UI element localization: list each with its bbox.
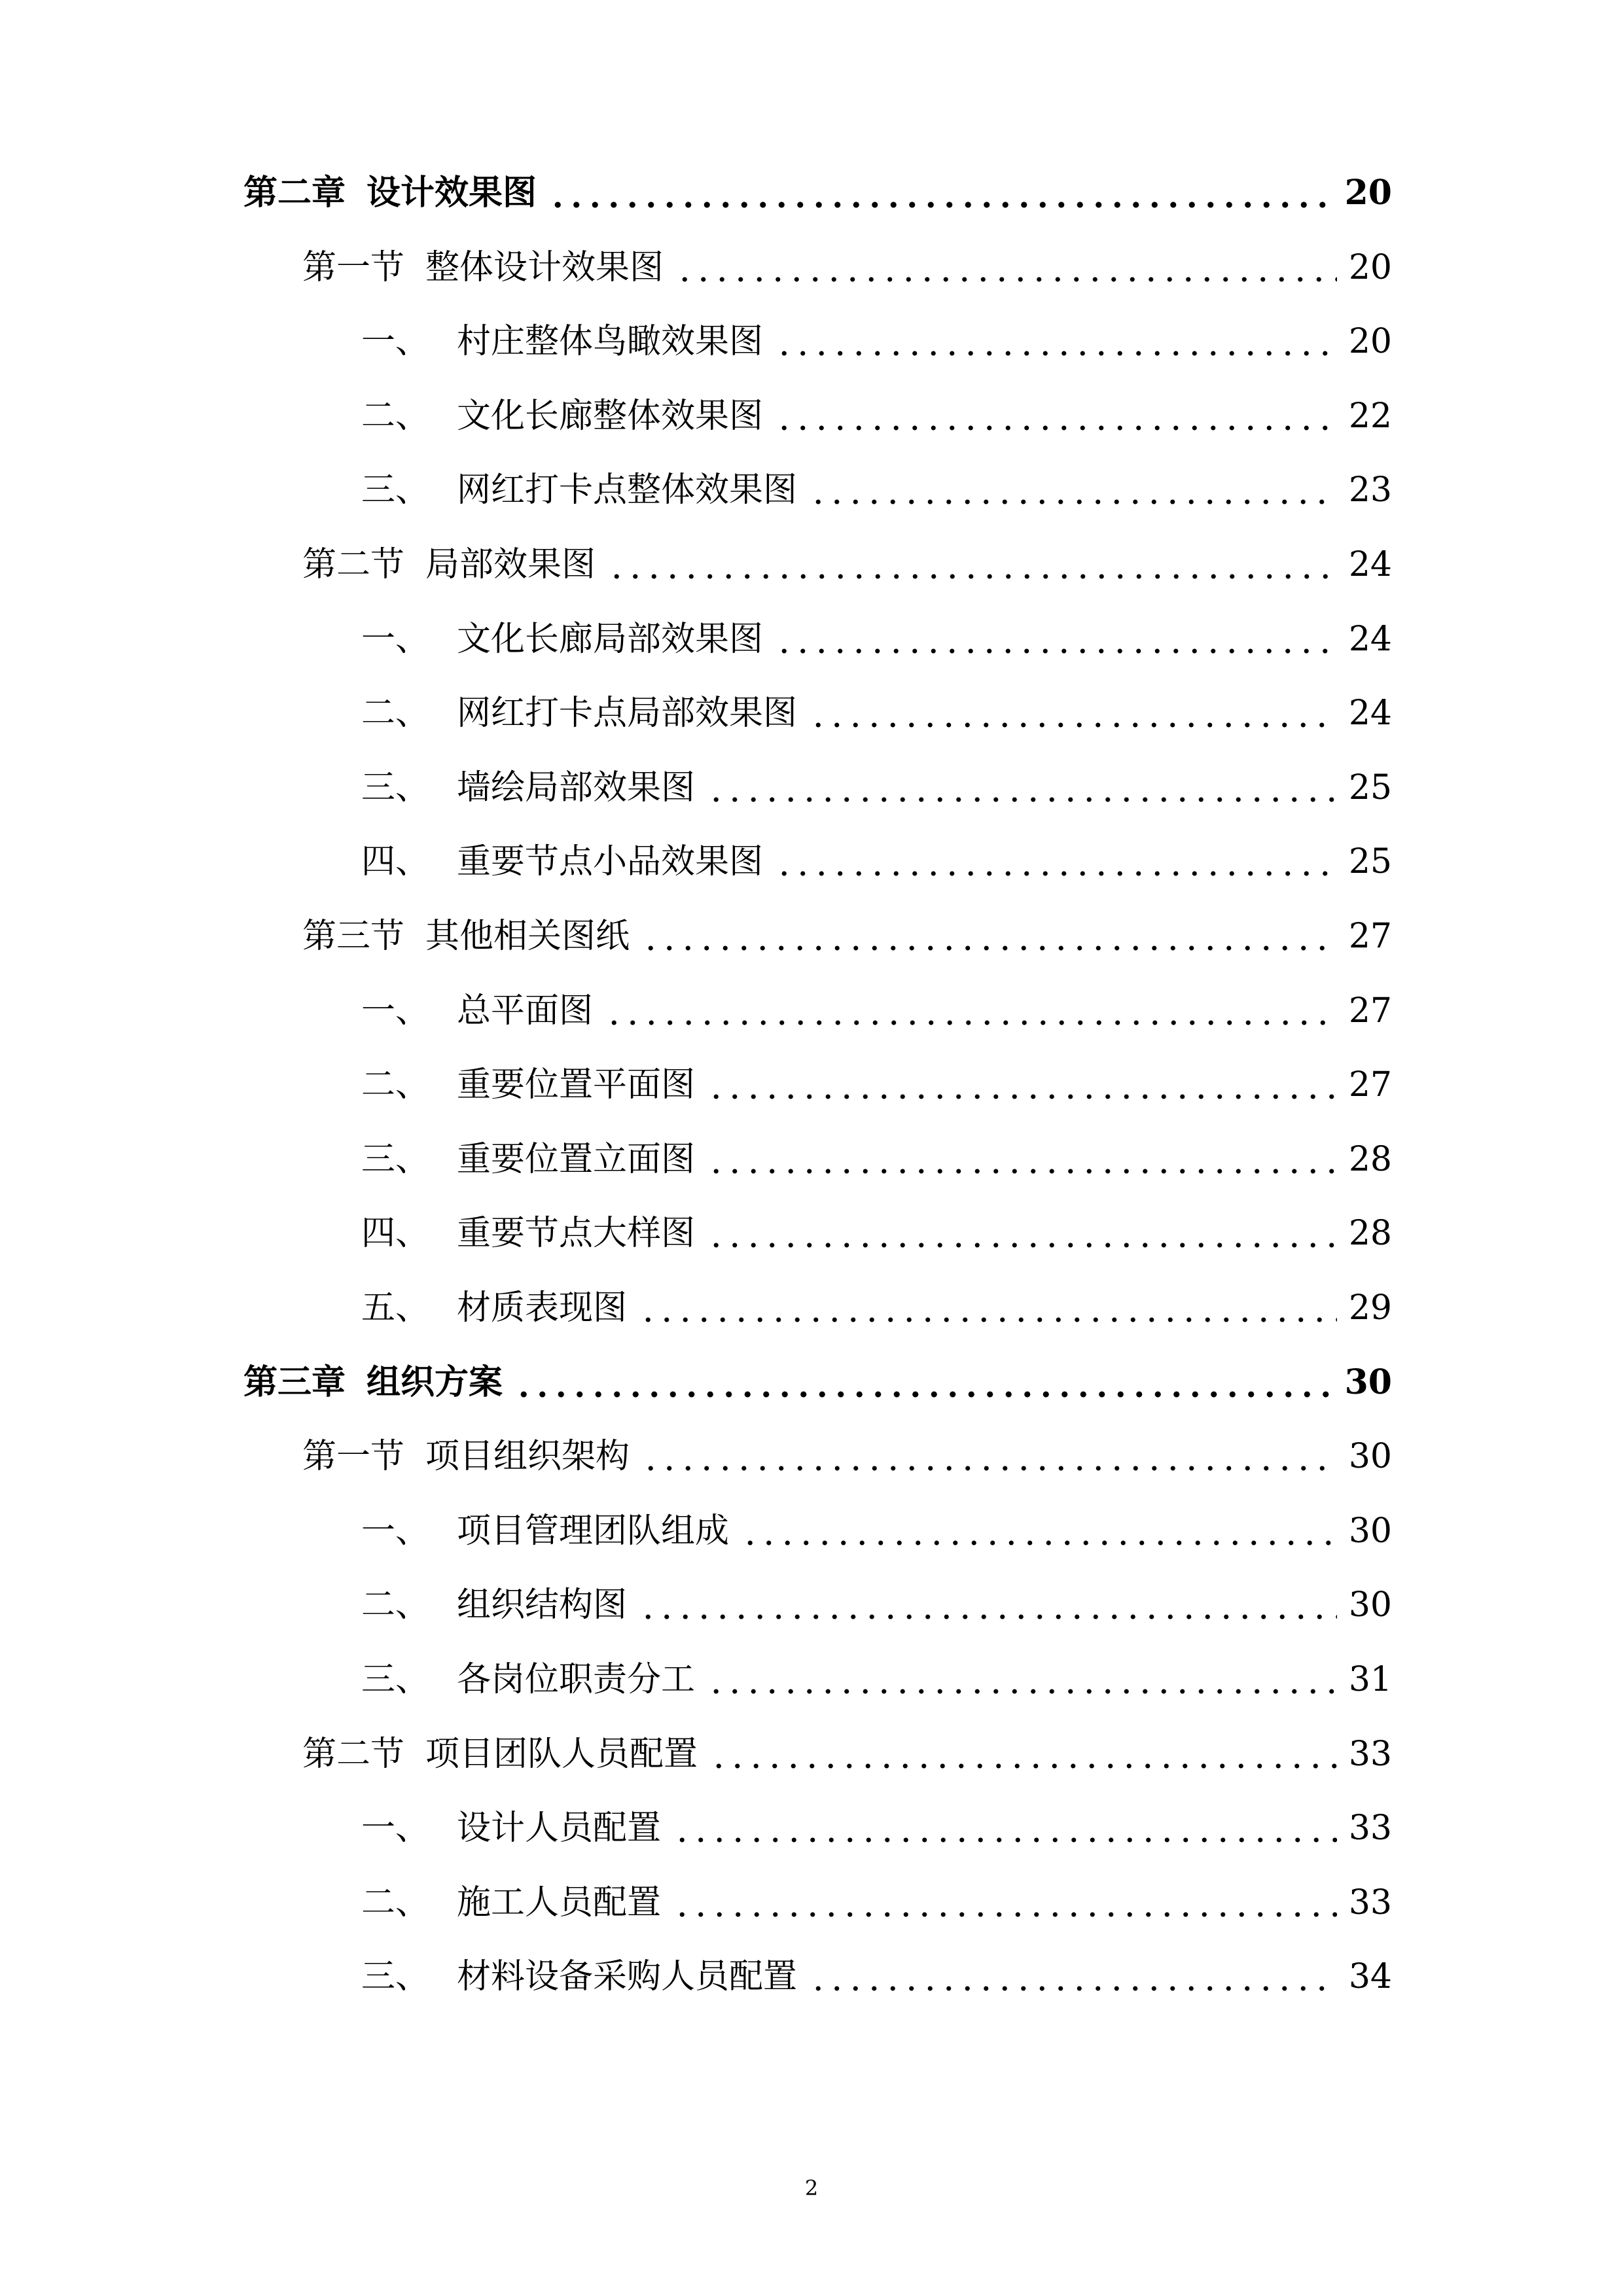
toc-entry[interactable] — [361, 978, 1392, 1044]
toc-entry-title: 项目组织架构 — [425, 1437, 630, 1477]
toc-entry-title: 重要位置立面图 — [457, 1139, 696, 1179]
toc-entry-page: 23 — [1348, 470, 1392, 510]
toc-dot-leader — [809, 1944, 1337, 2009]
toc-entry[interactable] — [361, 457, 1392, 523]
toc-entry-title: 设计人员配置 — [457, 1809, 662, 1848]
toc-entry-title: 材质表现图 — [457, 1288, 628, 1328]
toc-entry-page: 30 — [1348, 1585, 1392, 1625]
toc-entry-page: 29 — [1348, 1288, 1392, 1328]
toc-entry-page: 20 — [1344, 173, 1392, 213]
toc-entry-number: 二、 — [361, 1585, 430, 1625]
toc-entry-title: 重要节点小品效果图 — [457, 842, 764, 882]
toc-entry-number: 第一节 — [302, 1437, 405, 1477]
toc-entry-number: 第三章 — [243, 1362, 346, 1402]
toc-dot-leader — [548, 160, 1333, 226]
toc-entry-page: 28 — [1348, 1214, 1392, 1254]
toc-dot-leader — [775, 829, 1337, 894]
toc-entry-page: 33 — [1348, 1809, 1392, 1848]
toc-entry-title: 局部效果图 — [425, 545, 596, 584]
toc-entry-title: 材料设备采购人员配置 — [457, 1957, 798, 1997]
toc-dot-leader — [809, 680, 1337, 746]
toc-entry-page: 27 — [1348, 991, 1392, 1031]
toc-entry-title: 文化长廊局部效果图 — [457, 619, 764, 659]
toc-entry-number: 第二章 — [243, 173, 346, 213]
toc-entry-title: 施工人员配置 — [457, 1882, 662, 1922]
toc-entry-title: 整体设计效果图 — [425, 247, 664, 287]
toc-entry[interactable] — [361, 1498, 1392, 1564]
toc-entry-title: 村庄整体鸟瞰效果图 — [457, 322, 764, 362]
toc-entry-number: 第二节 — [302, 545, 405, 584]
toc-entry-page: 22 — [1348, 396, 1392, 436]
toc-dot-leader — [775, 383, 1337, 449]
toc-entry-number: 二、 — [361, 396, 430, 436]
toc-entry-page: 27 — [1348, 917, 1392, 956]
toc-entry[interactable] — [361, 1572, 1392, 1638]
toc-dot-leader — [605, 978, 1337, 1044]
toc-entry-number: 一、 — [361, 1511, 430, 1551]
toc-dot-leader — [514, 1350, 1333, 1415]
toc-dot-leader — [641, 904, 1337, 969]
toc-entry[interactable] — [302, 532, 1392, 597]
toc-entry-page: 31 — [1348, 1660, 1392, 1699]
toc-entry-number: 四、 — [361, 1214, 430, 1254]
toc-dot-leader — [707, 1647, 1337, 1712]
toc-entry-title: 重要位置平面图 — [457, 1065, 696, 1105]
toc-entry-page: 34 — [1348, 1957, 1392, 1997]
toc-entry-number: 第二节 — [302, 1734, 405, 1774]
toc-entry-title: 组织结构图 — [457, 1585, 628, 1625]
toc-entry[interactable] — [302, 1424, 1392, 1489]
toc-dot-leader — [707, 755, 1337, 821]
toc-dot-leader — [675, 235, 1337, 300]
toc-entry-title: 网红打卡点整体效果图 — [457, 470, 798, 510]
toc-dot-leader — [607, 532, 1337, 597]
toc-entry-number: 一、 — [361, 322, 430, 362]
toc-entry-title: 重要节点大样图 — [457, 1214, 696, 1254]
toc-entry-title: 文化长廊整体效果图 — [457, 396, 764, 436]
toc-entry[interactable] — [361, 1127, 1392, 1192]
toc-entry-number: 三、 — [361, 470, 430, 510]
toc-entry-page: 25 — [1348, 768, 1392, 807]
toc-dot-leader — [707, 1127, 1337, 1192]
toc-entry[interactable] — [361, 1052, 1392, 1118]
toc-entry-number: 三、 — [361, 1957, 430, 1997]
toc-dot-leader — [707, 1201, 1337, 1266]
toc-entry-page: 24 — [1348, 694, 1392, 733]
toc-entry-title: 组织方案 — [366, 1362, 503, 1402]
toc-dot-leader — [775, 309, 1337, 374]
toc-entry[interactable] — [361, 1275, 1392, 1341]
toc-dot-leader — [641, 1424, 1337, 1489]
toc-entry-title: 其他相关图纸 — [425, 917, 630, 956]
toc-entry[interactable] — [302, 1722, 1392, 1787]
toc-entry[interactable] — [361, 829, 1392, 894]
toc-entry[interactable] — [361, 1647, 1392, 1712]
toc-dot-leader — [809, 457, 1337, 523]
toc-entry-page: 27 — [1348, 1065, 1392, 1105]
toc-entry-number: 三、 — [361, 1139, 430, 1179]
toc-entry-page: 28 — [1348, 1139, 1392, 1179]
toc-dot-leader — [707, 1052, 1337, 1118]
toc-dot-leader — [639, 1275, 1337, 1341]
toc-entry[interactable] — [361, 680, 1392, 746]
toc-entry-number: 二、 — [361, 1065, 430, 1105]
toc-entry[interactable] — [361, 1944, 1392, 2009]
toc-dot-leader — [673, 1795, 1337, 1861]
toc-entry-number: 一、 — [361, 1809, 430, 1848]
toc-entry-number: 二、 — [361, 1882, 430, 1922]
toc-entry[interactable] — [302, 904, 1392, 969]
toc-entry-number: 二、 — [361, 694, 430, 733]
toc-entry[interactable] — [361, 1795, 1392, 1861]
toc-entry-title: 项目管理团队组成 — [457, 1511, 730, 1551]
toc-entry-page: 24 — [1348, 619, 1392, 659]
toc-entry-page: 33 — [1348, 1734, 1392, 1774]
toc-dot-leader — [673, 1870, 1337, 1935]
toc-entry-page: 20 — [1348, 322, 1392, 362]
toc-entry-number: 一、 — [361, 991, 430, 1031]
toc-dot-leader — [775, 607, 1337, 672]
toc-entry[interactable] — [243, 160, 1392, 226]
toc-dot-leader — [639, 1572, 1337, 1638]
toc-entry-number: 第三节 — [302, 917, 405, 956]
toc-entry-number: 四、 — [361, 842, 430, 882]
toc-entry[interactable] — [361, 309, 1392, 374]
toc-entry-title: 墙绘局部效果图 — [457, 768, 696, 807]
toc-entry-number: 第一节 — [302, 247, 405, 287]
toc-entry-page: 20 — [1348, 247, 1392, 287]
toc-entry[interactable] — [361, 383, 1392, 449]
toc-entry-page: 30 — [1348, 1437, 1392, 1477]
toc-dot-leader — [741, 1498, 1337, 1564]
toc-entry[interactable] — [361, 1201, 1392, 1266]
toc-entry-number: 一、 — [361, 619, 430, 659]
toc-entry-page: 24 — [1348, 545, 1392, 584]
toc-entry[interactable] — [302, 235, 1392, 300]
footer-page-number: 2 — [804, 2176, 819, 2200]
toc-entry[interactable] — [361, 607, 1392, 672]
toc-dot-leader — [709, 1722, 1337, 1787]
toc-entry-page: 30 — [1344, 1362, 1392, 1402]
toc-entry[interactable] — [361, 1870, 1392, 1935]
toc-entry[interactable] — [361, 755, 1392, 821]
toc-entry-number: 三、 — [361, 768, 430, 807]
toc-entry-title: 总平面图 — [457, 991, 594, 1031]
toc-entry-title: 网红打卡点局部效果图 — [457, 694, 798, 733]
toc-entry-title: 设计效果图 — [366, 173, 537, 213]
toc-entry-title: 各岗位职责分工 — [457, 1660, 696, 1699]
toc-entry[interactable] — [243, 1350, 1392, 1415]
toc-entry-number: 五、 — [361, 1288, 430, 1328]
toc-entry-page: 33 — [1348, 1882, 1392, 1922]
toc-entry-page: 30 — [1348, 1511, 1392, 1551]
toc-entry-page: 25 — [1348, 842, 1392, 882]
toc-entry-number: 三、 — [361, 1660, 430, 1699]
toc-entry-title: 项目团队人员配置 — [425, 1734, 698, 1774]
